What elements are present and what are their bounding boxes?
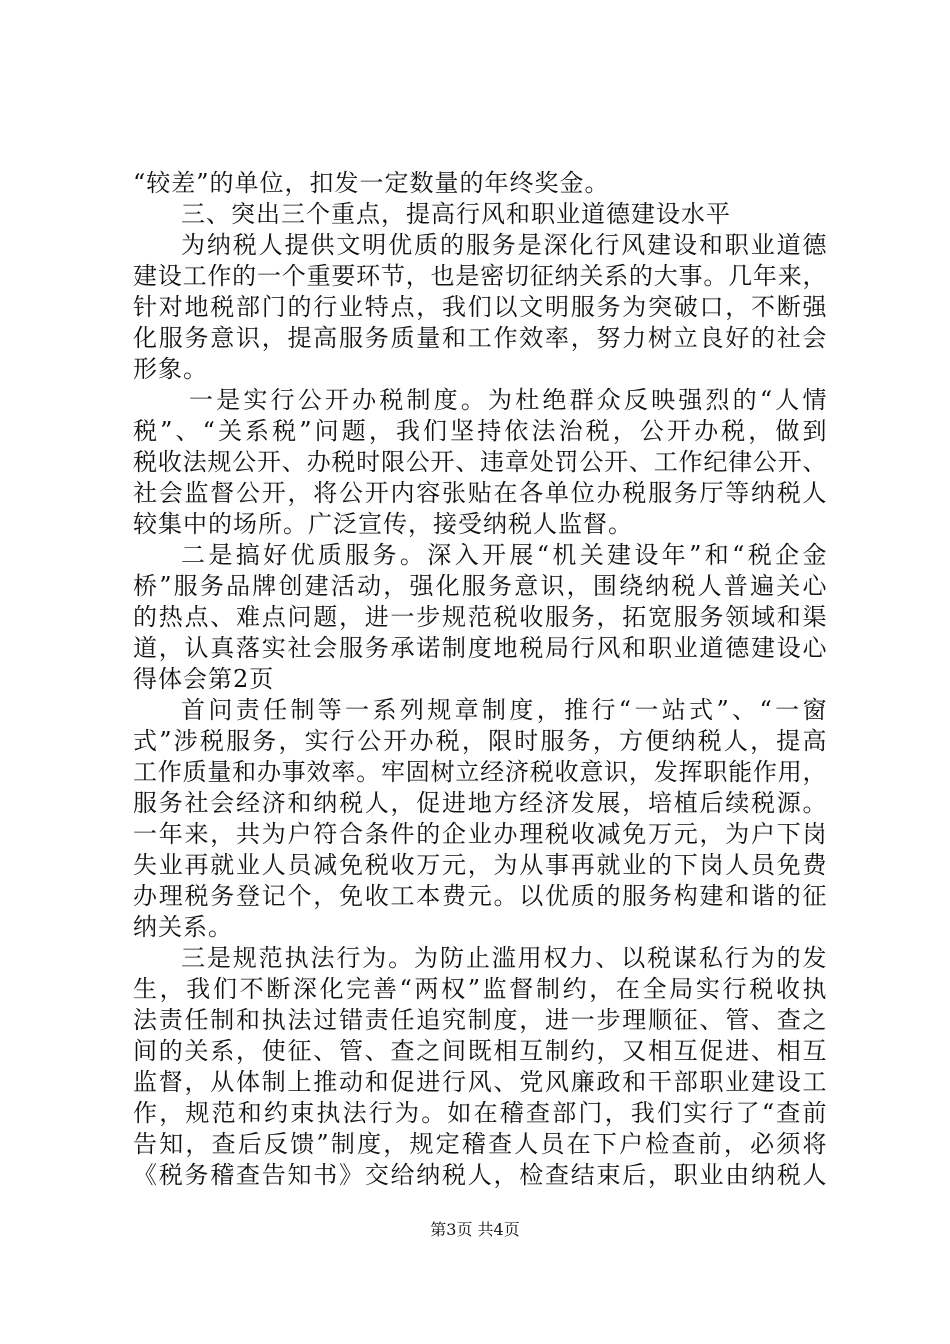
text-line: 三是规范执法行为。为防止滥用权力、以税谋私行为的发 xyxy=(181,944,827,972)
text-line: 《税务稽查告知书》交给纳税人，检查结束后，职业由纳税人 xyxy=(133,1161,827,1189)
text-line: 社会监督公开，将公开内容张贴在各单位办税服务厅等纳税人 xyxy=(133,479,827,507)
text-line: 二是搞好优质服务。深入开展“机关建设年”和“税企金 xyxy=(181,541,827,569)
text-line: 建设工作的一个重要环节，也是密切征纳关系的大事。几年来， xyxy=(133,262,827,290)
text-line: “较差”的单位，扣发一定数量的年终奖金。 xyxy=(133,169,610,197)
text-line: 道，认真落实社会服务承诺制度地税局行风和职业道德建设心 xyxy=(133,634,827,662)
text-line: 化服务意识，提高服务质量和工作效率，努力树立良好的社会 xyxy=(133,324,827,352)
text-line: 服务社会经济和纳税人，促进地方经济发展，培植后续税源。 xyxy=(133,789,827,817)
text-line: 较集中的场所。广泛宣传，接受纳税人监督。 xyxy=(133,510,633,538)
text-line: 生，我们不断深化完善“两权”监督制约，在全局实行税收执 xyxy=(133,975,827,1003)
text-line: 失业再就业人员减免税收万元，为从事再就业的下岗人员免费 xyxy=(133,851,827,879)
text-line: 间的关系，使征、管、查之间既相互制约，又相互促进、相互 xyxy=(133,1037,827,1065)
text-line: 税”、“关系税”问题，我们坚持依法治税，公开办税，做到 xyxy=(133,417,827,445)
text-line: 式”涉税服务，实行公开办税，限时服务，方便纳税人，提高 xyxy=(133,727,827,755)
page-footer xyxy=(0,1220,950,1240)
text-line: 监督，从体制上推动和促进行风、党风廉政和干部职业建设工 xyxy=(133,1068,827,1096)
text-line: 告知，查后反馈”制度，规定稽查人员在下户检查前，必须将 xyxy=(133,1130,827,1158)
page-number: 第3页 共4页 xyxy=(430,1220,520,1239)
text-line: 工作质量和办事效率。牢固树立经济税收意识，发挥职能作用， xyxy=(133,758,827,786)
text-line: 针对地税部门的行业特点，我们以文明服务为突破口，不断强 xyxy=(133,293,827,321)
text-line: 办理税务登记个，免收工本费元。以优质的服务构建和谐的征 xyxy=(133,882,827,910)
text-line: 为纳税人提供文明优质的服务是深化行风建设和职业道德 xyxy=(181,231,827,259)
text-line: 法责任制和执法过错责任追究制度，进一步理顺征、管、查之 xyxy=(133,1006,827,1034)
text-line: 的热点、难点问题，进一步规范税收服务，拓宽服务领域和渠 xyxy=(133,603,827,631)
section-heading: 三、突出三个重点，提高行风和职业道德建设水平 xyxy=(181,200,731,228)
text-line: 一是实行公开办税制度。为杜绝群众反映强烈的“人情 xyxy=(189,386,827,414)
text-line: 税收法规公开、办税时限公开、违章处罚公开、工作纪律公开、 xyxy=(133,448,827,476)
text-line: 桥”服务品牌创建活动，强化服务意识，围绕纳税人普遍关心 xyxy=(133,572,827,600)
text-line: 纳关系。 xyxy=(133,913,233,941)
text-line: 作，规范和约束执法行为。如在稽查部门，我们实行了“查前 xyxy=(133,1099,827,1127)
text-line: 形象。 xyxy=(133,355,208,383)
document-body xyxy=(133,168,827,1191)
text-line: 一年来，共为户符合条件的企业办理税收减免万元，为户下岗 xyxy=(133,820,827,848)
text-line: 得体会第2页 xyxy=(133,665,275,693)
text-line: 首问责任制等一系列规章制度，推行“一站式”、“一窗 xyxy=(181,696,827,724)
